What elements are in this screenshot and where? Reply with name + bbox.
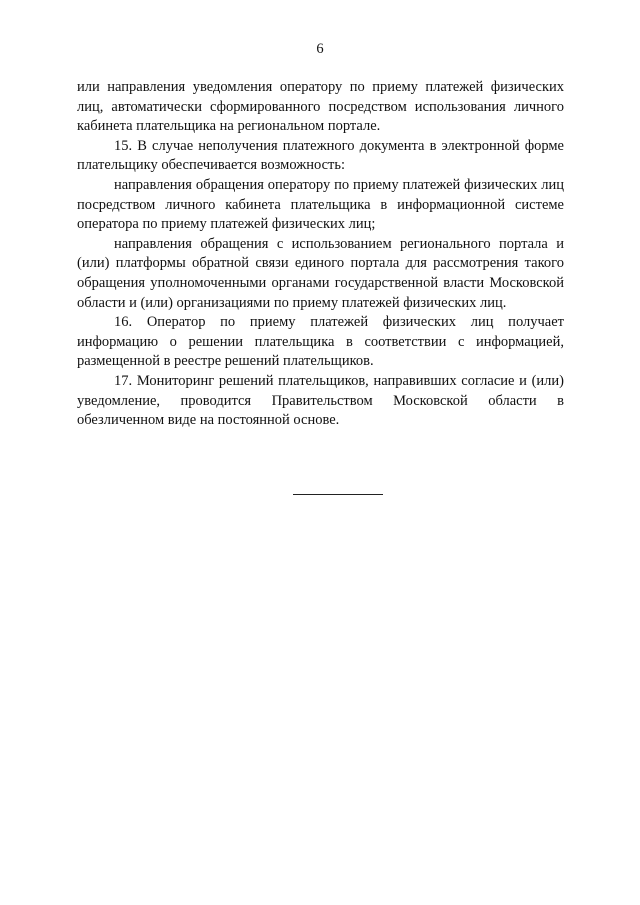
paragraph-subitem-operator-request: направления обращения оператору по приему платежей физических лиц посредством личного кабинета плательщика в информационной системе оператора по приему платежей физических лиц; — [77, 176, 564, 233]
paragraph-subitem-portal-request: направления обращения с использованием регионального портала и (или) платформы обратной связи единого портала для рассмотрения такого обращения уполномоченными органами государственной власти Московской области и (или) организациями по приему платежей физических лиц. — [77, 235, 564, 311]
page-number: 6 — [316, 41, 324, 57]
document-body — [77, 78, 564, 431]
paragraph-item-17: 17. Мониторинг решений плательщиков, направивших согласие и (или) уведомление, проводится Правительством Московской области в обезличенном виде на постоянной основе. — [77, 372, 564, 429]
paragraph-item-15: 15. В случае неполучения платежного документа в электронной форме плательщику обеспечивается возможность: — [77, 137, 564, 174]
end-of-document-line — [293, 494, 383, 495]
paragraph-item-16: 16. Оператор по приему платежей физических лиц получает информацию о решении плательщика в соответствии с информацией, размещенной в реестре решений плательщиков. — [77, 314, 564, 370]
paragraph-continuation: или направления уведомления оператору по приему платежей физических лиц, автоматически сформированного посредством использования личного кабинета плательщика на региональном портале. — [77, 79, 564, 135]
